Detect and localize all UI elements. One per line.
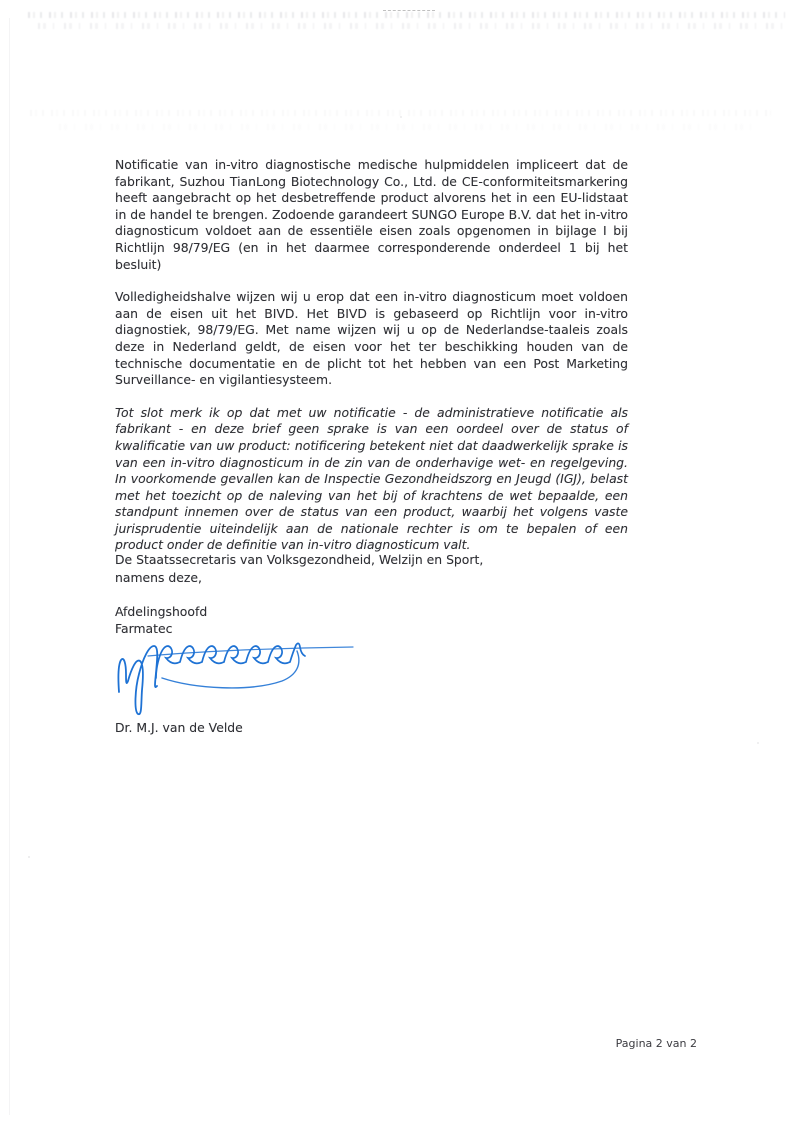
signer-name: Dr. M.J. van de Velde [115,720,243,735]
closing-namens: namens deze, [115,570,202,585]
page-number: Pagina 2 van 2 [615,1037,697,1050]
closing-department: Farmatec [115,621,173,636]
scan-noise-band [55,124,759,130]
scan-noise-band [34,23,789,29]
letter-body [115,157,628,570]
scan-edge-shadow [9,18,10,1115]
closing-block [115,551,483,587]
paragraph-volledigheidshalve: Volledigheidshalve wijzen wij u erop dat een in-vitro diagnosticum moet voldoen aan de eisen uit het BIVD. Het BIVD is gebaseerd op Richtlijn voor in-vitro diagnostiek, 98/79/EG. Met name wijzen wij u op de Nederlandse-taaleis zoals deze in Nederland geldt, de eisen voor het ter beschikking houden van de technische documentatie en de plicht tot het hebben van een Post Marketing Surveillance- en vigilantiesysteem. [115,289,628,388]
scan-noise-band [28,12,785,18]
fold-mark [383,10,435,11]
paragraph-notificatie: Notificatie van in-vitro diagnostische medische hulpmiddelen impliceert dat de fabrikant, Suzhou TianLong Biotechnology Co., Ltd. de CE-conformiteitsmarkering heeft aangebracht op het desbetreffende product alvorens het in een EU-lidstaat in de handel te brengen. Zodoende garandeert SUNGO Europe B.V. dat het in-vitro diagnosticum voldoet aan de essentiële eisen zoals opgenomen in bijlage I bij Richtlijn 98/79/EG (en in het daarmee corresponderende onderdeel 1 bij het besluit) [115,157,628,272]
closing-authority: De Staatssecretaris van Volksgezondheid, Welzijn en Sport, [115,552,484,567]
paragraph-tot-slot: Tot slot merk ik op dat met uw notificatie - de administratieve notificatie als fabrikant - en deze brief geen sprake is van een oordeel over de status of kwalificatie van uw product: notificering betekent niet dat daadwerkelijk sprake is van een in-vitro diagnosticum in de zin van de onderhavige wet- en regelgeving. In voorkomende gevallen kan de Inspectie Gezondheidszorg en Jeugd (IGJ), belast met het toezicht op de naleving van het bij of krachtens de wet bepaalde, een standpunt innemen over de status van een product, waarbij het volgens vaste jurisprudentie uiteindelijk aan de nationale rechter is om te bepalen of een product onder de definitie van in-vitro diagnosticum valt. [115,404,628,553]
closing-role: Afdelingshoofd [115,604,208,619]
handwritten-signature [110,628,360,728]
scan-noise-band [30,110,771,116]
scan-specks [28,856,30,858]
